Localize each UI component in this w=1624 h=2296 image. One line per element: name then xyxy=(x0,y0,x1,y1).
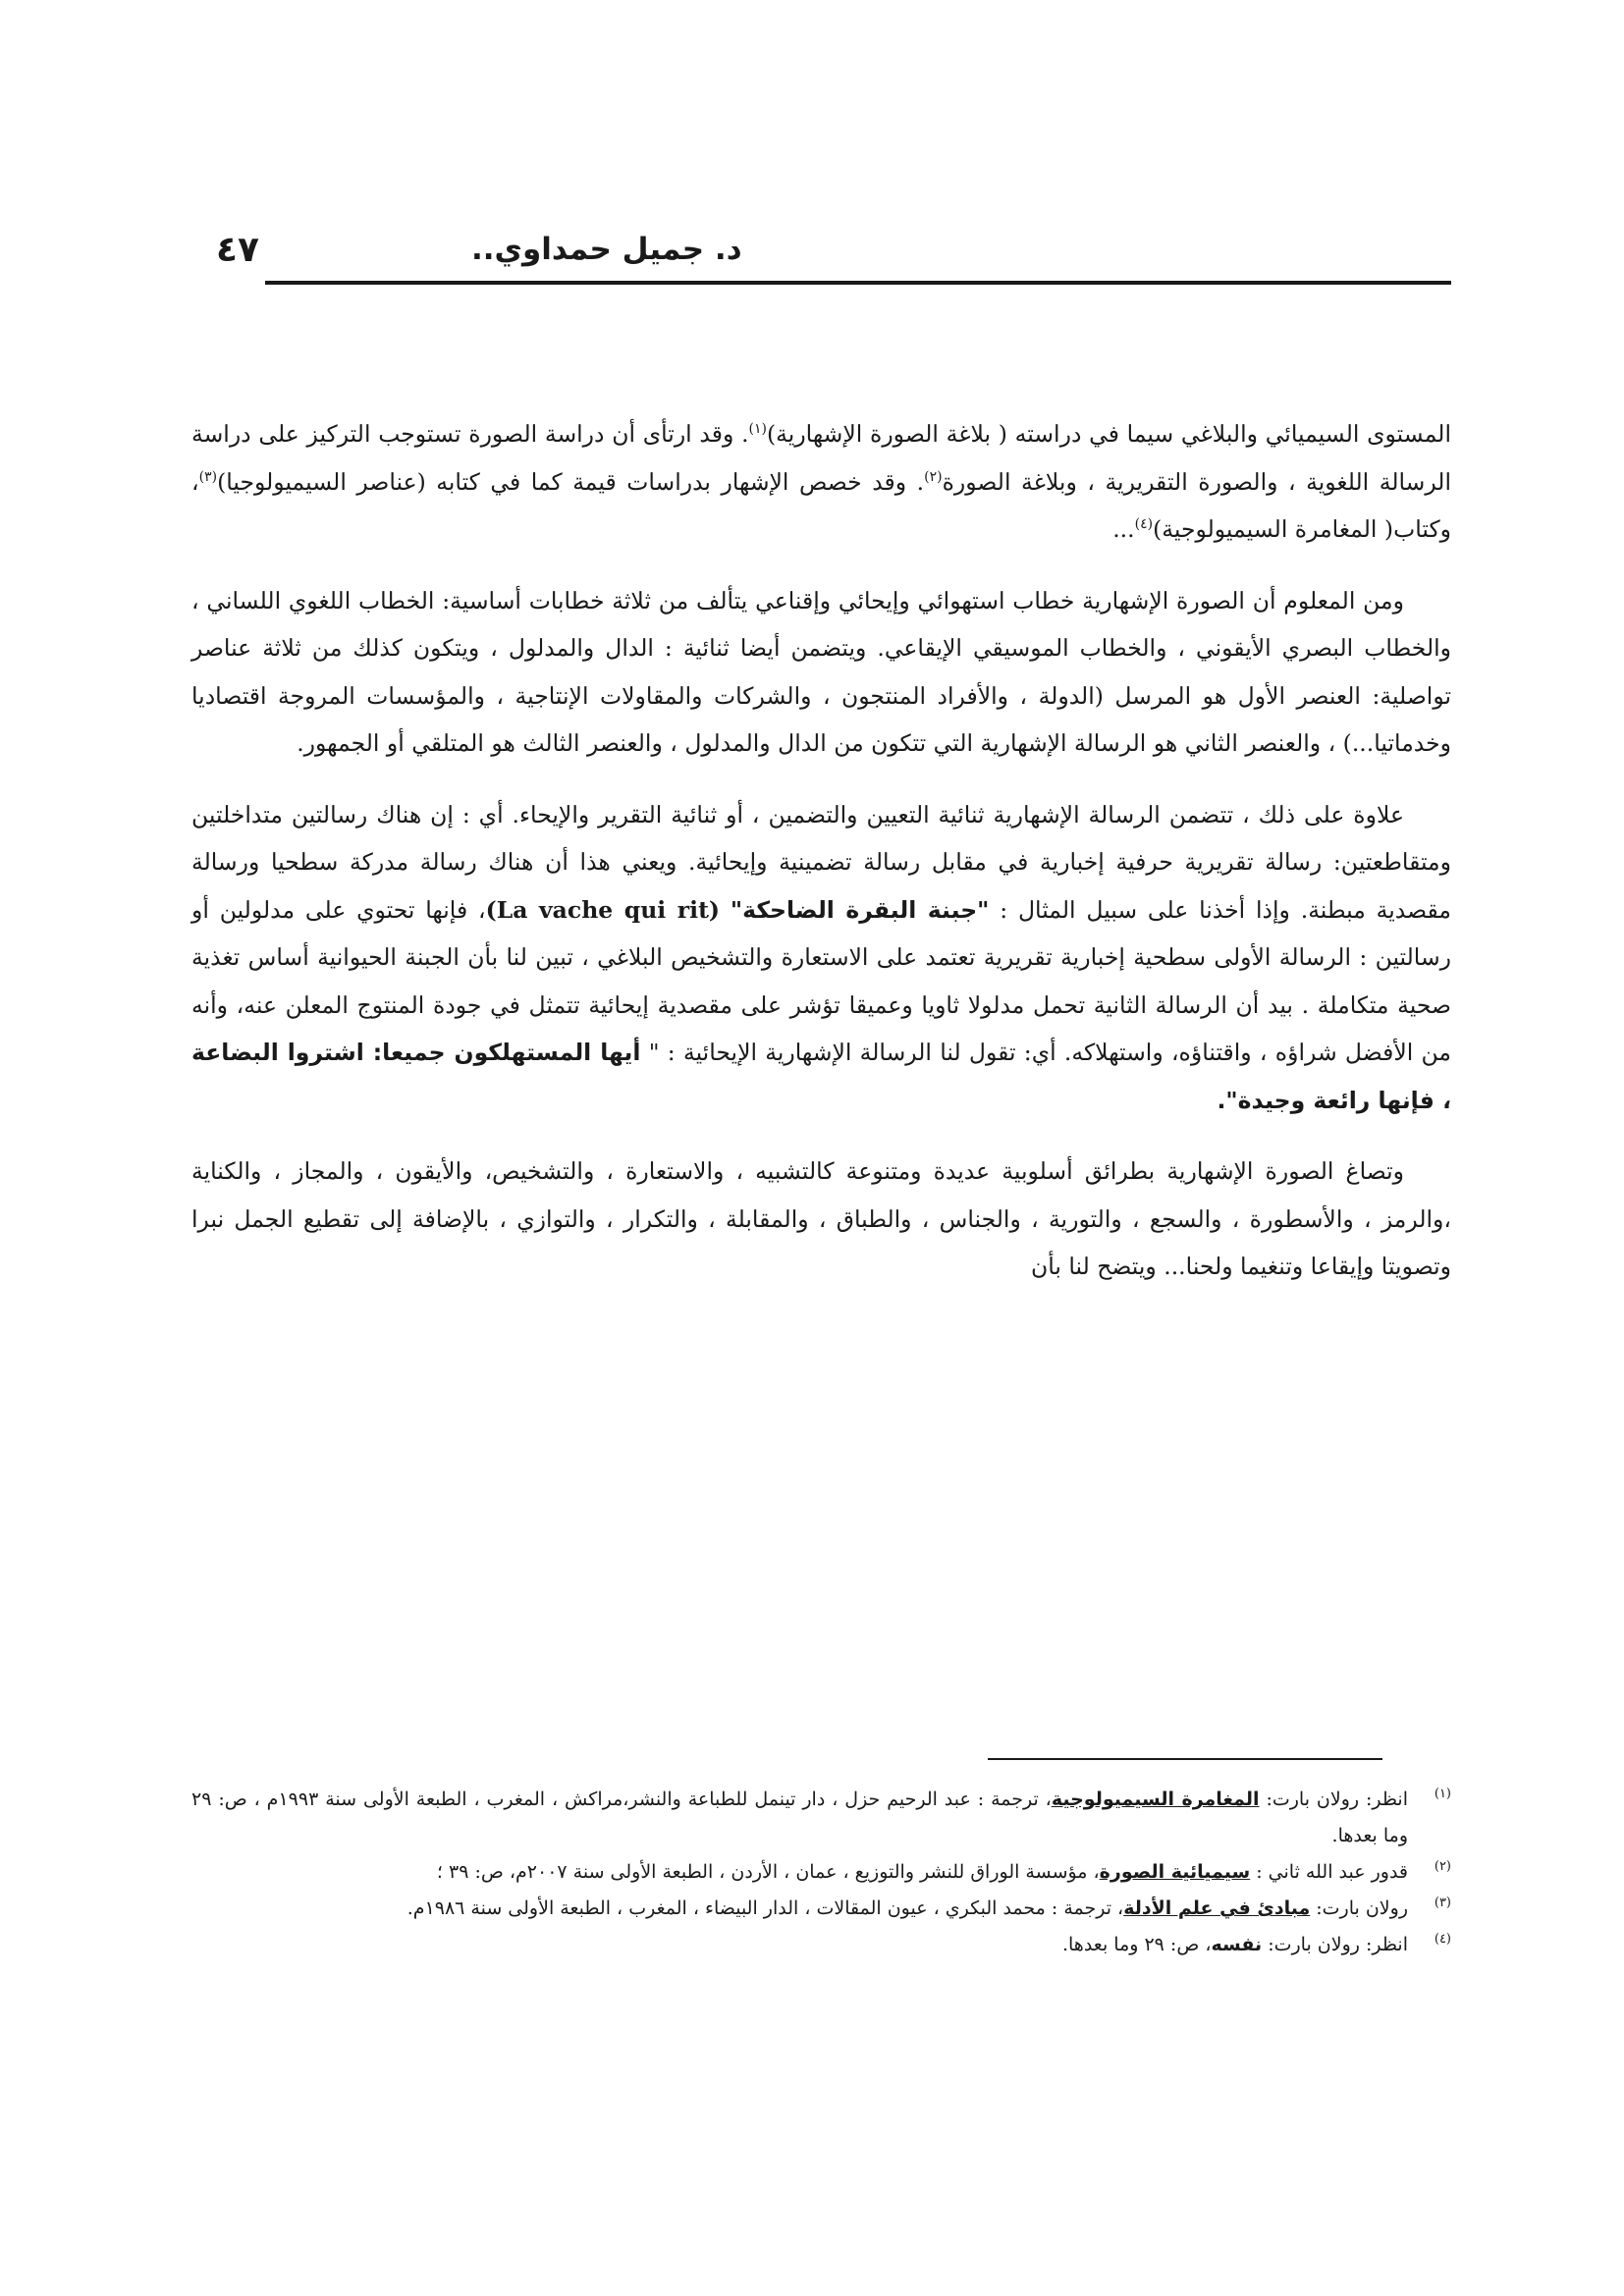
running-header xyxy=(196,228,1463,277)
book-title: سيميائية الصورة xyxy=(1099,1861,1251,1883)
bold-text: نفسه xyxy=(1211,1934,1263,1955)
footnote xyxy=(191,1891,1451,1927)
text-run: علاوة على ذلك ، تتضمن الرسالة الإشهارية ثنائية التعيين والتضمين ، أو ثنائية التقرير والإيحاء. أي : إن هناك رسالتين متداخلتين ومتقاطعتين: رسالة تقريرية حرفية إخبارية في مقابل رسالة تضمينية وإيحائية. ويعني هذا أن هناك رسالة مدركة سطحيا ورسالة مقصدية مبطنة. وإذا أخذنا على سبيل المثال : xyxy=(191,800,1451,924)
text-run: ... xyxy=(1112,515,1135,543)
book-title: المغامرة السيميولوجية xyxy=(1051,1789,1260,1810)
text-run: انظر: رولان بارت: xyxy=(1262,1934,1408,1955)
text-run: ، فإنها تحتوي على مدلولين أو رسالتين : الرسالة الأولى سطحية إخبارية تقريرية تعتمد على الاستعارة والتشخيص البلاغي ، تبين لنا بأن الجبنة الحيوانية أساس تغذية صحية متكاملة . بيد أن الرسالة الثانية تحمل مدلولا ثاويا وعميقا تؤشر على مقصدية إيحائية تتمثل في جودة المنتوج المعلن عنه، وأنه من الأفضل شراؤه ، واقتناؤه، واستهلاكه. أي: تقول لنا الرسالة الإشهارية الإيحائية : " xyxy=(191,895,1451,1066)
text-run: ومن المعلوم أن الصورة الإشهارية خطاب استهوائي وإيحائي وإقناعي يتألف من ثلاثة خطابات أساسية: الخطاب اللغوي اللساني ، والخطاب البصري الأيقوني ، والخطاب الموسيقي الإيقاعي. ويتضمن أيضا ثنائية : الدال والمدلول ، ويتكون كذلك من ثلاثة عناصر تواصلية: العنصر الأول هو المرسل (الدولة ، والأفراد المنتجون ، والشركات والمقاولات الإنتاجية ، والمؤسسات المروجة اقتصاديا وخدماتيا...) ، والعنصر الثاني هو الرسالة الإشهارية التي تتكون من الدال والمدلول ، والعنصر الثالث هو المتلقي أو الجمهور. xyxy=(191,586,1451,757)
book-title: مبادئ في علم الأدلة xyxy=(1123,1897,1311,1919)
text-run: ، مؤسسة الوراق للنشر والتوزيع ، عمان ، الأردن ، الطبعة الأولى سنة ٢٠٠٧م، ص: ٣٩ ؛ xyxy=(436,1861,1100,1883)
footnote-number: (٢) xyxy=(1434,1859,1451,1874)
paragraph xyxy=(191,577,1451,768)
paragraph xyxy=(191,1148,1451,1291)
bold-text: أيها المستهلكون جميعا: اشتروا البضاعة ، فإنها رائعة وجيدة". xyxy=(191,1039,1451,1114)
text-run: . وقد ارتأى أن دراسة الصورة تستوجب التركيز على دراسة الرسالة اللغوية ، والصورة التقريرية ، وبلاغة الصورة xyxy=(191,420,1451,496)
text-run: . وقد خصص الإشهار بدراسات قيمة كما في كتابه (عناصر السيميولوجيا) xyxy=(217,467,925,496)
text-run: وتصاغ الصورة الإشهارية بطرائق أسلوبية عديدة ومتنوعة كالتشبيه ، والاستعارة ، والتشخيص، والأيقون ، والمجاز ، والكناية ،والرمز ، والأسطورة ، والسجع ، والتورية ، والجناس ، والطباق ، والمقابلة ، والتكرار ، والتوازي ، بالإضافة إلى تقطيع الجمل نبرا وتصويتا وإيقاعا وتنغيما ولحنا... ويتضح لنا بأن xyxy=(191,1157,1451,1280)
author-name: د. جميل حمداوي.. xyxy=(471,232,742,267)
latin-text: (La vache qui rit) xyxy=(485,895,721,924)
footnote-reference: (١) xyxy=(748,421,768,438)
footnotes xyxy=(191,1782,1451,1963)
bold-text: "جبنة البقرة الضاحكة" xyxy=(730,895,990,924)
footnote-reference: (٣) xyxy=(198,468,218,485)
footnote-reference: (٤) xyxy=(1134,516,1154,533)
text-run: رولان بارت: xyxy=(1310,1897,1408,1919)
footnote xyxy=(191,1927,1451,1963)
page-number: ٤٧ xyxy=(216,230,259,270)
header-rule xyxy=(265,281,1451,285)
paragraph xyxy=(191,410,1451,554)
footnote-number: (٣) xyxy=(1434,1896,1451,1910)
footnote xyxy=(191,1782,1451,1854)
footnote-reference: (٢) xyxy=(924,468,943,485)
text-run: ، ص: ٢٩ وما بعدها. xyxy=(1061,1934,1212,1955)
footnote-number: (٤) xyxy=(1434,1932,1451,1947)
footnote-number: (١) xyxy=(1434,1787,1451,1801)
text-run: ، وكتاب( المغامرة السيميولوجية) xyxy=(191,467,1451,543)
footnote xyxy=(191,1854,1451,1891)
text-run xyxy=(720,896,731,924)
text-run: ، ترجمة : عبد الرحيم حزل ، دار تينمل للطباعة والنشر،مراكش ، المغرب ، الطبعة الأولى سنة ١٩٩٣م ، ص: ٢٩ وما بعدها. xyxy=(191,1789,1408,1846)
text-run: ، ترجمة : محمد البكري ، عيون المقالات ، الدار البيضاء ، المغرب ، الطبعة الأولى سنة ١٩٨٦م. xyxy=(406,1897,1124,1919)
body-text xyxy=(191,410,1451,1291)
text-run: المستوى السيميائي والبلاغي سيما في دراسته ( بلاغة الصورة الإشهارية) xyxy=(767,420,1451,448)
footnote-separator xyxy=(988,1758,1382,1760)
text-run: انظر: رولان بارت: xyxy=(1259,1789,1408,1810)
paragraph xyxy=(191,791,1451,1125)
text-run: قدور عبد الله ثاني : xyxy=(1250,1861,1408,1883)
